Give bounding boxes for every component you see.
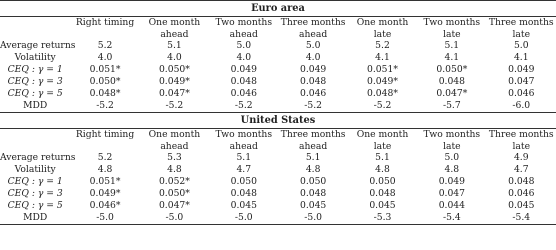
table-row: [0, 152, 556, 164]
column-header: late: [373, 28, 392, 40]
table-cell: -5.0: [304, 212, 322, 223]
table-cell: 4.1: [513, 52, 529, 63]
row-label: MDD: [23, 100, 48, 111]
row-label: Volatility: [14, 52, 56, 63]
table-cell: 0.050*: [89, 76, 121, 87]
table-cell: -5.3: [373, 212, 392, 223]
column-header: One month: [148, 17, 201, 28]
table-row: [0, 64, 556, 76]
table-cell: 0.045: [299, 200, 327, 211]
table-cell: 0.048*: [89, 88, 121, 99]
column-header: Two months: [423, 17, 481, 28]
column-header: Right timing: [75, 17, 135, 28]
column-header: ahead: [160, 140, 189, 152]
table-cell: 5.0: [444, 152, 460, 163]
table-cell: 0.044: [438, 200, 465, 211]
table-cell: 0.051*: [367, 64, 398, 75]
table-cell: 0.049*: [89, 188, 121, 199]
table-cell: 0.049: [508, 64, 535, 75]
table-cell: 4.1: [375, 52, 390, 63]
section-title: Euro area: [251, 3, 305, 14]
column-header: Three months: [488, 129, 554, 140]
table-cell: -5.4: [442, 212, 461, 223]
table-cell: 0.051*: [89, 176, 121, 187]
row-label: CEQ : γ = 5: [7, 200, 63, 211]
table-cell: 5.0: [236, 40, 252, 51]
row-label: Average returns: [0, 40, 76, 51]
row-label: Volatility: [14, 164, 56, 175]
table-row: [0, 40, 556, 52]
table-cell: 4.7: [513, 164, 529, 175]
row-label: CEQ : γ = 1: [7, 64, 63, 75]
column-header-row: [0, 29, 556, 41]
table-cell: -5.2: [96, 100, 114, 111]
column-header-row: [0, 17, 556, 29]
table-cell: -5.2: [165, 100, 184, 111]
row-label: Average returns: [0, 152, 76, 163]
header-blank-cell: [0, 129, 70, 141]
table-cell: 4.8: [167, 164, 182, 175]
column-header: ahead: [299, 28, 328, 40]
table-cell: 0.050*: [158, 64, 190, 75]
table-cell: 0.047*: [158, 88, 190, 99]
table-cell: -6.0: [512, 100, 531, 111]
row-label: CEQ : γ = 3: [7, 76, 63, 87]
column-header: late: [512, 140, 531, 152]
table-row: [0, 176, 556, 188]
column-header: ahead: [299, 140, 328, 152]
column-header: late: [373, 140, 392, 152]
table-cell: 0.047: [508, 76, 535, 87]
table-cell: 4.1: [444, 52, 460, 63]
table-cell: 5.1: [305, 152, 321, 163]
table-cell: 0.049: [230, 64, 257, 75]
table-cell: 5.0: [305, 40, 321, 51]
table-cell: 0.049*: [158, 76, 190, 87]
table-cell: -5.0: [96, 212, 114, 223]
table-cell: -5.2: [373, 100, 392, 111]
table-cell: 4.8: [305, 164, 321, 175]
bottom-rule: [0, 224, 556, 225]
section-title-row: [0, 1, 556, 16]
table-cell: 0.046: [230, 88, 257, 99]
header-blank-cell: [0, 141, 70, 153]
row-label: CEQ : γ = 3: [7, 188, 63, 199]
table-cell: 5.2: [97, 152, 113, 163]
table-cell: 0.049: [299, 64, 327, 75]
column-header: ahead: [229, 28, 258, 40]
table-cell: 0.047: [438, 188, 465, 199]
table-cell: 0.046: [299, 88, 327, 99]
table-cell: 0.047*: [158, 200, 190, 211]
table-cell: 0.050: [369, 176, 396, 187]
table-cell: 0.046: [508, 88, 535, 99]
table-cell: 5.1: [375, 152, 390, 163]
table-row: [0, 76, 556, 88]
table-cell: 0.048: [438, 76, 465, 87]
table-row: [0, 200, 556, 212]
table-cell: 0.049*: [367, 76, 398, 87]
table-cell: 0.049: [438, 176, 465, 187]
table-cell: 0.046: [508, 188, 535, 199]
table-cell: 0.052*: [158, 176, 190, 187]
table-cell: 5.2: [97, 40, 113, 51]
column-header: One month: [148, 129, 201, 140]
table-cell: 4.9: [513, 152, 529, 163]
column-header: late: [512, 28, 531, 40]
table-cell: 0.050*: [436, 64, 468, 75]
horizontal-rule: [0, 224, 556, 225]
table-cell: 4.8: [444, 164, 460, 175]
column-header: late: [443, 140, 461, 152]
table-cell: -5.2: [304, 100, 322, 111]
table-cell: 4.0: [305, 52, 321, 63]
table-row: [0, 188, 556, 200]
column-header: [70, 141, 139, 153]
table-cell: 0.050: [230, 176, 257, 187]
table-cell: 0.050: [299, 176, 327, 187]
table-row: [0, 100, 556, 112]
column-header: Right timing: [75, 129, 135, 140]
table-cell: 0.048*: [367, 88, 398, 99]
table-cell: 0.046*: [89, 200, 121, 211]
table-cell: -5.7: [442, 100, 461, 111]
table-cell: 0.045: [230, 200, 257, 211]
table-cell: 4.0: [97, 52, 113, 63]
header-blank-cell: [0, 29, 70, 41]
table-cell: 0.048: [299, 76, 327, 87]
table-cell: 0.051*: [89, 64, 121, 75]
table-cell: 0.048: [508, 176, 535, 187]
column-header: One month: [356, 17, 409, 28]
table-cell: 5.3: [167, 152, 182, 163]
table-cell: 0.045: [508, 200, 535, 211]
section-title-row: [0, 113, 556, 128]
table-cell: 4.8: [375, 164, 390, 175]
column-header: [70, 29, 139, 41]
table-cell: 4.0: [167, 52, 182, 63]
table-cell: 0.048: [230, 76, 257, 87]
table-cell: -5.0: [234, 212, 253, 223]
table-row: [0, 212, 556, 224]
column-header: One month: [356, 129, 409, 140]
header-blank-cell: [0, 17, 70, 29]
table-cell: 5.1: [167, 40, 182, 51]
column-header-row: [0, 141, 556, 153]
column-header: ahead: [160, 28, 189, 40]
column-header: Two months: [215, 129, 273, 140]
column-header: ahead: [229, 140, 258, 152]
column-header: Three months: [488, 17, 554, 28]
table-cell: 0.048: [369, 188, 396, 199]
table-row: [0, 164, 556, 176]
table-cell: -5.4: [512, 212, 531, 223]
row-label: CEQ : γ = 5: [7, 88, 63, 99]
table-cell: 0.048: [230, 188, 257, 199]
column-header: Three months: [280, 17, 346, 28]
table-row: [0, 88, 556, 100]
table-cell: 4.8: [97, 164, 113, 175]
row-label: CEQ : γ = 1: [7, 176, 63, 187]
table-cell: -5.2: [234, 100, 253, 111]
column-header: late: [443, 28, 461, 40]
table-cell: 0.047*: [436, 88, 468, 99]
section-title: United States: [240, 115, 316, 126]
column-header: Three months: [280, 129, 346, 140]
row-label: MDD: [23, 212, 48, 223]
table-cell: 5.0: [513, 40, 529, 51]
table-cell: 0.048: [299, 188, 327, 199]
table-cell: 4.7: [236, 164, 252, 175]
table-cell: -5.0: [165, 212, 184, 223]
table-row: [0, 52, 556, 64]
table-cell: 4.0: [236, 52, 252, 63]
column-header-row: [0, 129, 556, 141]
column-header: Two months: [423, 129, 481, 140]
table-cell: 5.1: [444, 40, 460, 51]
table-cell: 5.1: [236, 152, 252, 163]
table-cell: 0.045: [369, 200, 396, 211]
table-cell: 0.050*: [158, 188, 190, 199]
column-header: Two months: [215, 17, 273, 28]
table-cell: 5.2: [375, 40, 390, 51]
